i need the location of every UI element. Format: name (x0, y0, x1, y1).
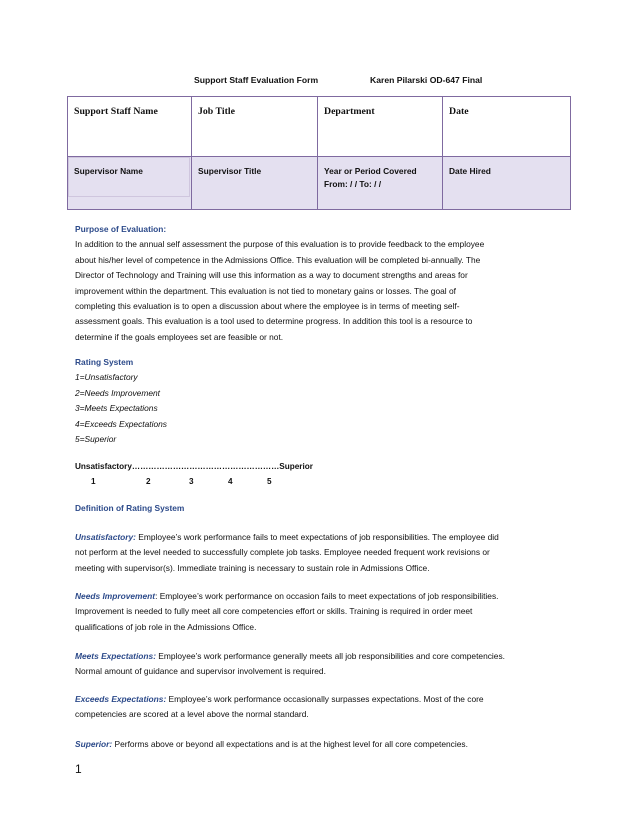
definitions-heading: Definition of Rating System (75, 503, 185, 513)
def-term: Exceeds Expectations: (75, 694, 167, 704)
purpose-heading: Purpose of Evaluation: (75, 224, 167, 234)
supervisor-name-inner-box (68, 157, 190, 197)
purpose-section (75, 222, 565, 345)
def-text: Employee’s work performance generally meets all job responsibilities and core competencies. (155, 651, 505, 661)
def-term: Unsatisfactory: (75, 532, 136, 542)
def-unsatisfactory (75, 530, 565, 576)
info-table (67, 96, 571, 210)
date-hired-cell[interactable] (443, 157, 571, 210)
author-line: Karen Pilarski OD-647 Final (370, 75, 483, 85)
def-needs-improvement (75, 589, 565, 635)
period-covered-cell[interactable] (318, 157, 443, 210)
info-row-1 (68, 97, 571, 157)
rating-item: 5=Superior (75, 434, 117, 445)
def-text: Performs above or beyond all expectations and is at the highest level for all core competencies. (112, 739, 468, 749)
def-text: competencies are scored at a level above the normal standard. (75, 709, 309, 720)
scale-numbers (75, 474, 565, 489)
support-staff-name-cell[interactable]: Support Staff Name (68, 97, 192, 157)
purpose-line: improvement within the department. This evaluation is not tied to monetary gains or losses. The goal of (75, 285, 456, 296)
form-title: Support Staff Evaluation Form (194, 75, 319, 85)
department-cell[interactable]: Department (318, 97, 443, 157)
purpose-line: completing this evaluation is to open a discussion about where the employee is in terms of meeting self- (75, 301, 460, 312)
purpose-line: In addition to the annual self assessment the purpose of this evaluation is to provide feedback to the employee (75, 239, 485, 250)
def-text: : Employee’s work performance on occasion fails to meet expectations of job responsibilities. (155, 591, 499, 601)
supervisor-title-cell[interactable] (192, 157, 318, 210)
supervisor-name-cell[interactable] (68, 157, 192, 210)
purpose-line: determine if the goals employees set are feasible or not. (75, 331, 284, 342)
purpose-line: assessment goals. This evaluation is a tool used to determine progress. In addition this tool is a resource to (75, 316, 473, 327)
supervisor-title-label: Supervisor Title (198, 166, 262, 176)
def-text: meeting with supervisor(s). Immediate training is necessary to sustain role in Admissions Office. (75, 562, 430, 573)
def-term: Superior: (75, 739, 113, 749)
def-exceeds (75, 692, 565, 723)
def-meets (75, 649, 565, 680)
rating-item: 4=Exceeds Expectations (75, 418, 167, 429)
info-row-2 (68, 157, 571, 210)
rating-item: 3=Meets Expectations (75, 403, 158, 414)
rating-scale (75, 459, 565, 489)
rating-system-section (75, 355, 565, 447)
rating-system-heading: Rating System (75, 357, 134, 367)
date-hired-label: Date Hired (449, 166, 491, 176)
definitions-heading-block (75, 501, 565, 516)
supervisor-name-label: Supervisor Name (74, 166, 143, 176)
rating-item: 2=Needs Improvement (75, 387, 160, 398)
rating-item: 1=Unsatisfactory (75, 372, 138, 383)
def-text: Improvement is needed to fully meet all core competencies effort or skills. Training is required in order meet (75, 606, 473, 617)
def-term: Meets Expectations: (75, 651, 156, 661)
date-cell[interactable]: Date (443, 97, 571, 157)
scale-number: 4 (228, 477, 233, 487)
purpose-line: about his/her level of competence in the Admissions Office. This evaluation will be completed bi-annually. The (75, 254, 481, 265)
scale-number: 1 (91, 477, 96, 487)
period-covered-label: Year or Period Covered (324, 166, 417, 176)
def-text: Employee’s work performance fails to meet expectations of job responsibilities. The employee did (135, 532, 499, 542)
def-text: not perform at the level needed to successfully complete job tasks. Employee needed frequent work revisions or (75, 547, 490, 558)
scale-number: 5 (267, 477, 272, 487)
def-text: Employee’s work performance occasionally surpasses expectations. Most of the core (166, 694, 484, 704)
scale-number: 3 (189, 477, 194, 487)
job-title-cell[interactable]: Job Title (192, 97, 318, 157)
scale-line: Unsatisfactory………………………………………………Superior (75, 462, 313, 471)
purpose-line: Director of Technology and Training will use this information as a way to document strengths and areas for (75, 270, 468, 281)
page-number: 1 (75, 762, 82, 776)
def-term: Needs Improvement (75, 591, 156, 601)
period-range: From: / / To: / / (324, 179, 382, 189)
def-superior (75, 737, 565, 752)
def-text: qualifications of job role in the Admissions Office. (75, 621, 257, 632)
def-text: Normal amount of guidance and supervisor involvement is required. (75, 666, 326, 677)
scale-number: 2 (146, 477, 151, 487)
